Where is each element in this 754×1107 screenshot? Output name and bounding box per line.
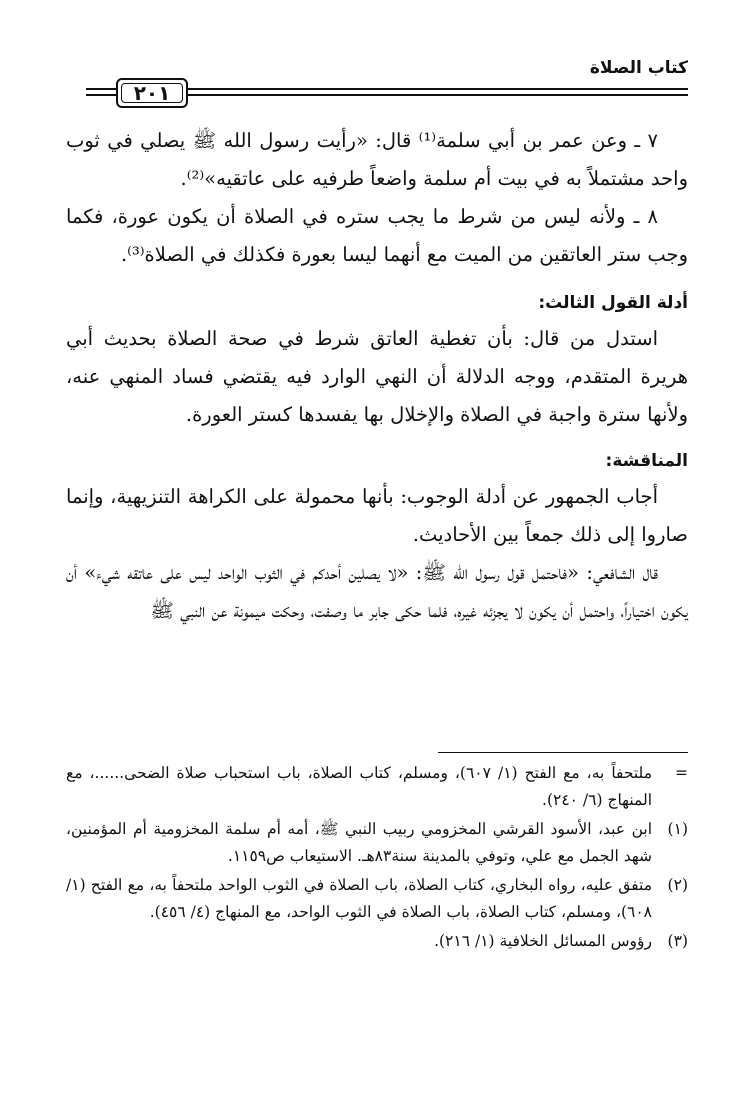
footnote-2 xyxy=(66,872,688,926)
main-text xyxy=(66,122,688,630)
paragraph-discussion-2: قال الشافعي: «فاحتمل قول رسول الله ﷺ: «لا يصلين أحدكم في الثوب الواحد ليس على عاتقه شيء» أن يكون اختياراً، واحتمل أن يكون لا يجزئه غيره، فلما حكى جابر ما وصفت، وحكت ميمونة عن النبي ﷺ xyxy=(66,561,688,622)
running-header-title: كتاب الصلاة xyxy=(589,58,688,78)
heading-discussion: المناقشة: xyxy=(605,451,688,471)
footnote-text: ملتحفاً به، مع الفتح (١/ ٦٠٧)، ومسلم، كتاب الصلاة، باب استحباب صلاة الضحى......، مع المنهاج (٦/ ٢٤٠). xyxy=(66,764,652,809)
page-number: ٢٠١ xyxy=(116,78,188,108)
paragraph-discussion-1: أجاب الجمهور عن أدلة الوجوب: بأنها محمولة على الكراهة التنزيهية، وإنما صاروا إلى ذلك جمعاً بين الأحاديث. xyxy=(66,485,688,546)
paragraph-7: ٧ ـ وعن عمر بن أبي سلمة⁽¹⁾ قال: «رأيت رسول الله ﷺ يصلي في ثوب واحد مشتملاً به في بيت أم سلمة واضعاً طرفيه على عاتقيه»⁽²⁾. xyxy=(66,129,688,190)
footnote-continued xyxy=(66,760,688,814)
footnote-3 xyxy=(66,928,688,955)
paragraph-8: ٨ ـ ولأنه ليس من شرط ما يجب ستره في الصلاة أن يكون عورة، فكما وجب ستر العاتقين من الميت مع أنهما ليسا بعورة فكذلك في الصلاة⁽³⁾. xyxy=(66,205,688,266)
footnote-1 xyxy=(66,816,688,870)
heading-third-opinion-evidence: أدلة القول الثالث: xyxy=(538,293,688,313)
paragraph-third-opinion: استدل من قال: بأن تغطية العاتق شرط في صحة الصلاة بحديث أبي هريرة المتقدم، ووجه الدلالة أن النهي الوارد فيه يقتضي فساد المنهي عنه، ولأنها سترة واجبة في الصلاة والإخلال بها يفسدها كستر العورة. xyxy=(66,327,688,426)
footnote-marker: (٣) xyxy=(667,932,688,950)
footnote-marker: (١) xyxy=(667,820,688,838)
footnote-separator xyxy=(438,752,688,753)
header-rule-left xyxy=(86,88,116,96)
footnotes xyxy=(66,760,688,957)
header-rule-right xyxy=(188,88,688,96)
footnote-marker: = xyxy=(675,764,688,782)
footnote-text: ابن عبد، الأسود القرشي المخزومي ربيب النبي ﷺ، أمه أم سلمة المخزومية أم المؤمنين، شهد الجمل مع علي، وتوفي بالمدينة سنة٨٣هـ. الاستيعاب ص١١٥٩. xyxy=(66,820,652,865)
footnote-text: رؤوس المسائل الخلافية (١/ ٢١٦). xyxy=(434,932,652,950)
footnote-text: متفق عليه، رواه البخاري، كتاب الصلاة، باب الصلاة في الثوب الواحد ملتحفاً به، مع الفتح (١/ ٦٠٨)، ومسلم، كتاب الصلاة، باب الصلاة في الثوب الواحد، مع المنهاج (٤/ ٤٥٦). xyxy=(66,876,652,921)
footnote-marker: (٢) xyxy=(667,876,688,894)
